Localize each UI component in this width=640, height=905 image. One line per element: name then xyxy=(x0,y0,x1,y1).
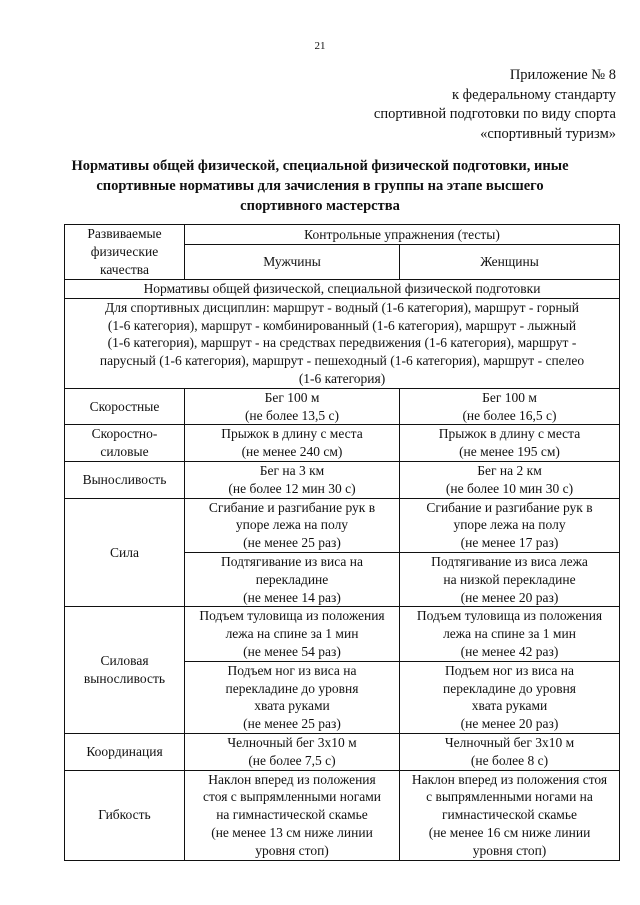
quality-cell-line: Гибкость xyxy=(98,807,151,823)
section-title: Нормативы общей физической, специальной физической подготовки xyxy=(65,280,620,299)
document-heading xyxy=(40,156,600,216)
appendix-line: к федеральному стандарту xyxy=(452,86,616,103)
women-norm-cell-line: (не менее 20 раз) xyxy=(460,716,559,732)
page-number: 21 xyxy=(314,40,326,52)
men-norm-cell-line: на гимнастической скамье xyxy=(216,807,368,823)
men-norm-cell xyxy=(185,498,400,552)
women-norm-cell-line: Подъем туловища из положения xyxy=(416,608,603,624)
men-norm-cell-line: (не более 12 мин 30 с) xyxy=(228,480,356,496)
women-norm-cell-line: Бег на 2 км xyxy=(477,462,542,478)
women-norm-cell-line: Сгибание и разгибание рук в xyxy=(426,499,593,515)
header-qualities-line: физические xyxy=(90,244,159,260)
quality-cell xyxy=(65,461,185,498)
quality-cell-line: Выносливость xyxy=(82,471,167,487)
men-norm-cell-line: (не менее 14 раз) xyxy=(243,589,341,605)
header-qualities-line: качества xyxy=(99,261,149,277)
men-norm-cell-line: Сгибание и разгибание рук в xyxy=(208,499,376,515)
table-header-row xyxy=(65,225,620,245)
women-norm-cell-line: (не более 16,5 с) xyxy=(462,407,557,423)
men-norm-cell-line: (не менее 240 см) xyxy=(241,444,343,460)
section-title-row xyxy=(65,280,620,299)
women-norm-cell-line: (не менее 42 раз) xyxy=(460,643,559,659)
women-norm-cell-line: Бег 100 м xyxy=(482,389,537,405)
women-norm-cell-line: упоре лежа на полу xyxy=(453,517,566,533)
disciplines-note-line: (1-6 категория) xyxy=(298,370,386,386)
appendix-block xyxy=(374,66,616,144)
men-norm-cell-line: (не менее 25 раз) xyxy=(243,716,341,732)
women-norm-cell-line: гимнастической скамье xyxy=(442,807,577,823)
women-norm-cell xyxy=(400,552,620,606)
women-norm-cell-line: перекладине до уровня xyxy=(443,680,576,696)
men-norm-cell xyxy=(185,461,400,498)
quality-cell xyxy=(65,770,185,860)
women-norm-cell xyxy=(400,461,620,498)
women-norm-cell xyxy=(400,661,620,733)
heading-line: спортивные нормативы для зачисления в группы на этапе высшего xyxy=(96,178,544,194)
women-norm-cell-line: (не менее 16 см ниже линии xyxy=(428,824,591,840)
header-tests: Контрольные упражнения (тесты) xyxy=(185,225,620,245)
quality-cell xyxy=(65,733,185,770)
quality-cell xyxy=(65,425,185,462)
men-norm-cell xyxy=(185,661,400,733)
men-norm-cell xyxy=(185,552,400,606)
quality-cell-line: выносливость xyxy=(83,671,166,687)
women-norm-cell-line: (не более 10 мин 30 с) xyxy=(445,480,574,496)
women-norm-cell-line: Челночный бег 3x10 м xyxy=(444,734,575,750)
men-norm-cell-line: перекладине до уровня xyxy=(225,680,359,696)
women-norm-cell xyxy=(400,425,620,462)
quality-cell xyxy=(65,607,185,734)
disciplines-row xyxy=(65,298,620,388)
women-norm-cell-line: на низкой перекладине xyxy=(443,571,576,587)
men-norm-cell-line: упоре лежа на полу xyxy=(235,517,349,533)
women-norm-cell-line: Наклон вперед из положения стоя xyxy=(411,771,608,787)
table-row xyxy=(65,770,620,860)
women-norm-cell-line: лежа на спине за 1 мин xyxy=(443,626,576,642)
disciplines-note-line: (1-6 категория), маршрут - комбинированный (1-6 категория), маршрут - лыжный xyxy=(107,317,577,333)
men-norm-cell-line: (не менее 25 раз) xyxy=(243,535,341,551)
men-norm-cell-line: (не более 7,5 с) xyxy=(248,752,336,768)
quality-cell-line: Скоростно- xyxy=(91,426,158,442)
table-row xyxy=(65,425,620,462)
women-norm-cell xyxy=(400,770,620,860)
norms-table xyxy=(64,224,620,861)
women-norm-cell xyxy=(400,607,620,661)
heading-line: Нормативы общей физической, специальной физической подготовки, иные xyxy=(71,158,569,174)
quality-cell-line: Сила xyxy=(110,544,139,560)
women-norm-cell-line: с выпрямленными ногами на xyxy=(426,789,593,805)
appendix-line: Приложение № 8 xyxy=(509,67,616,83)
men-norm-cell-line: Подтягивание из виса на xyxy=(221,553,363,569)
men-norm-cell-line: перекладине xyxy=(255,571,329,587)
men-norm-cell-line: уровня стоп) xyxy=(255,842,329,858)
women-norm-cell xyxy=(400,388,620,425)
table-row xyxy=(65,388,620,425)
table-row xyxy=(65,498,620,552)
men-norm-cell-line: Прыжок в длину с места xyxy=(221,426,363,442)
men-norm-cell-line: Наклон вперед из положения xyxy=(208,771,376,787)
quality-cell-line: Скоростные xyxy=(89,398,160,414)
header-qualities xyxy=(65,225,185,280)
quality-cell-line: Координация xyxy=(86,743,163,759)
women-norm-cell-line: Подъем ног из виса на xyxy=(444,662,575,678)
men-norm-cell-line: Бег на 3 км xyxy=(259,462,325,478)
men-norm-cell-line: лежа на спине за 1 мин xyxy=(225,626,359,642)
men-norm-cell-line: Бег 100 м xyxy=(264,389,320,405)
table-row xyxy=(65,461,620,498)
appendix-line: «спортивный туризм» xyxy=(480,125,616,142)
men-norm-cell-line: Подъем туловища из положения xyxy=(199,608,385,624)
women-norm-cell xyxy=(400,498,620,552)
women-norm-cell xyxy=(400,733,620,770)
men-norm-cell-line: стоя с выпрямленными ногами xyxy=(203,789,381,805)
table-row xyxy=(65,607,620,661)
disciplines-note-line: Для спортивных дисциплин: маршрут - водный (1-6 категория), маршрут - горный xyxy=(105,299,579,315)
men-norm-cell-line: хвата руками xyxy=(254,698,330,714)
norms-table-body xyxy=(65,225,620,861)
header-women: Женщины xyxy=(400,245,620,280)
men-norm-cell-line: Подъем ног из виса на xyxy=(227,662,357,678)
disciplines-note-line: парусный (1-6 категория), маршрут - пешеходный (1-6 категория), маршрут - спелео xyxy=(99,353,585,369)
men-norm-cell xyxy=(185,425,400,462)
quality-cell-line: силовые xyxy=(100,444,149,460)
header-qualities-line: Развиваемые xyxy=(87,226,162,242)
women-norm-cell-line: уровня стоп) xyxy=(472,842,547,858)
disciplines-note xyxy=(65,298,620,388)
table-row xyxy=(65,733,620,770)
men-norm-cell xyxy=(185,770,400,860)
women-norm-cell-line: (не более 8 с) xyxy=(470,752,549,768)
quality-cell xyxy=(65,388,185,425)
quality-cell xyxy=(65,498,185,607)
women-norm-cell-line: Подтягивание из виса лежа xyxy=(431,553,588,569)
men-norm-cell xyxy=(185,607,400,661)
men-norm-cell-line: Челночный бег 3x10 м xyxy=(227,734,357,750)
men-norm-cell xyxy=(185,733,400,770)
men-norm-cell-line: (не менее 13 см ниже линии xyxy=(211,824,373,840)
header-men: Мужчины xyxy=(185,245,400,280)
women-norm-cell-line: (не менее 195 см) xyxy=(459,444,560,460)
appendix-line: спортивной подготовки по виду спорта xyxy=(373,106,616,122)
women-norm-cell-line: Прыжок в длину с места xyxy=(438,426,581,442)
women-norm-cell-line: (не менее 20 раз) xyxy=(460,589,559,605)
men-norm-cell xyxy=(185,388,400,425)
women-norm-cell-line: хвата руками xyxy=(471,698,548,714)
men-norm-cell-line: (не менее 54 раз) xyxy=(243,643,341,659)
men-norm-cell-line: (не более 13,5 с) xyxy=(244,407,340,423)
quality-cell-line: Силовая xyxy=(100,653,149,669)
women-norm-cell-line: (не менее 17 раз) xyxy=(460,535,559,551)
heading-line: спортивного мастерства xyxy=(240,198,400,214)
disciplines-note-line: (1-6 категория), маршрут - на средствах передвижения (1-6 категория), маршрут - xyxy=(107,335,577,351)
